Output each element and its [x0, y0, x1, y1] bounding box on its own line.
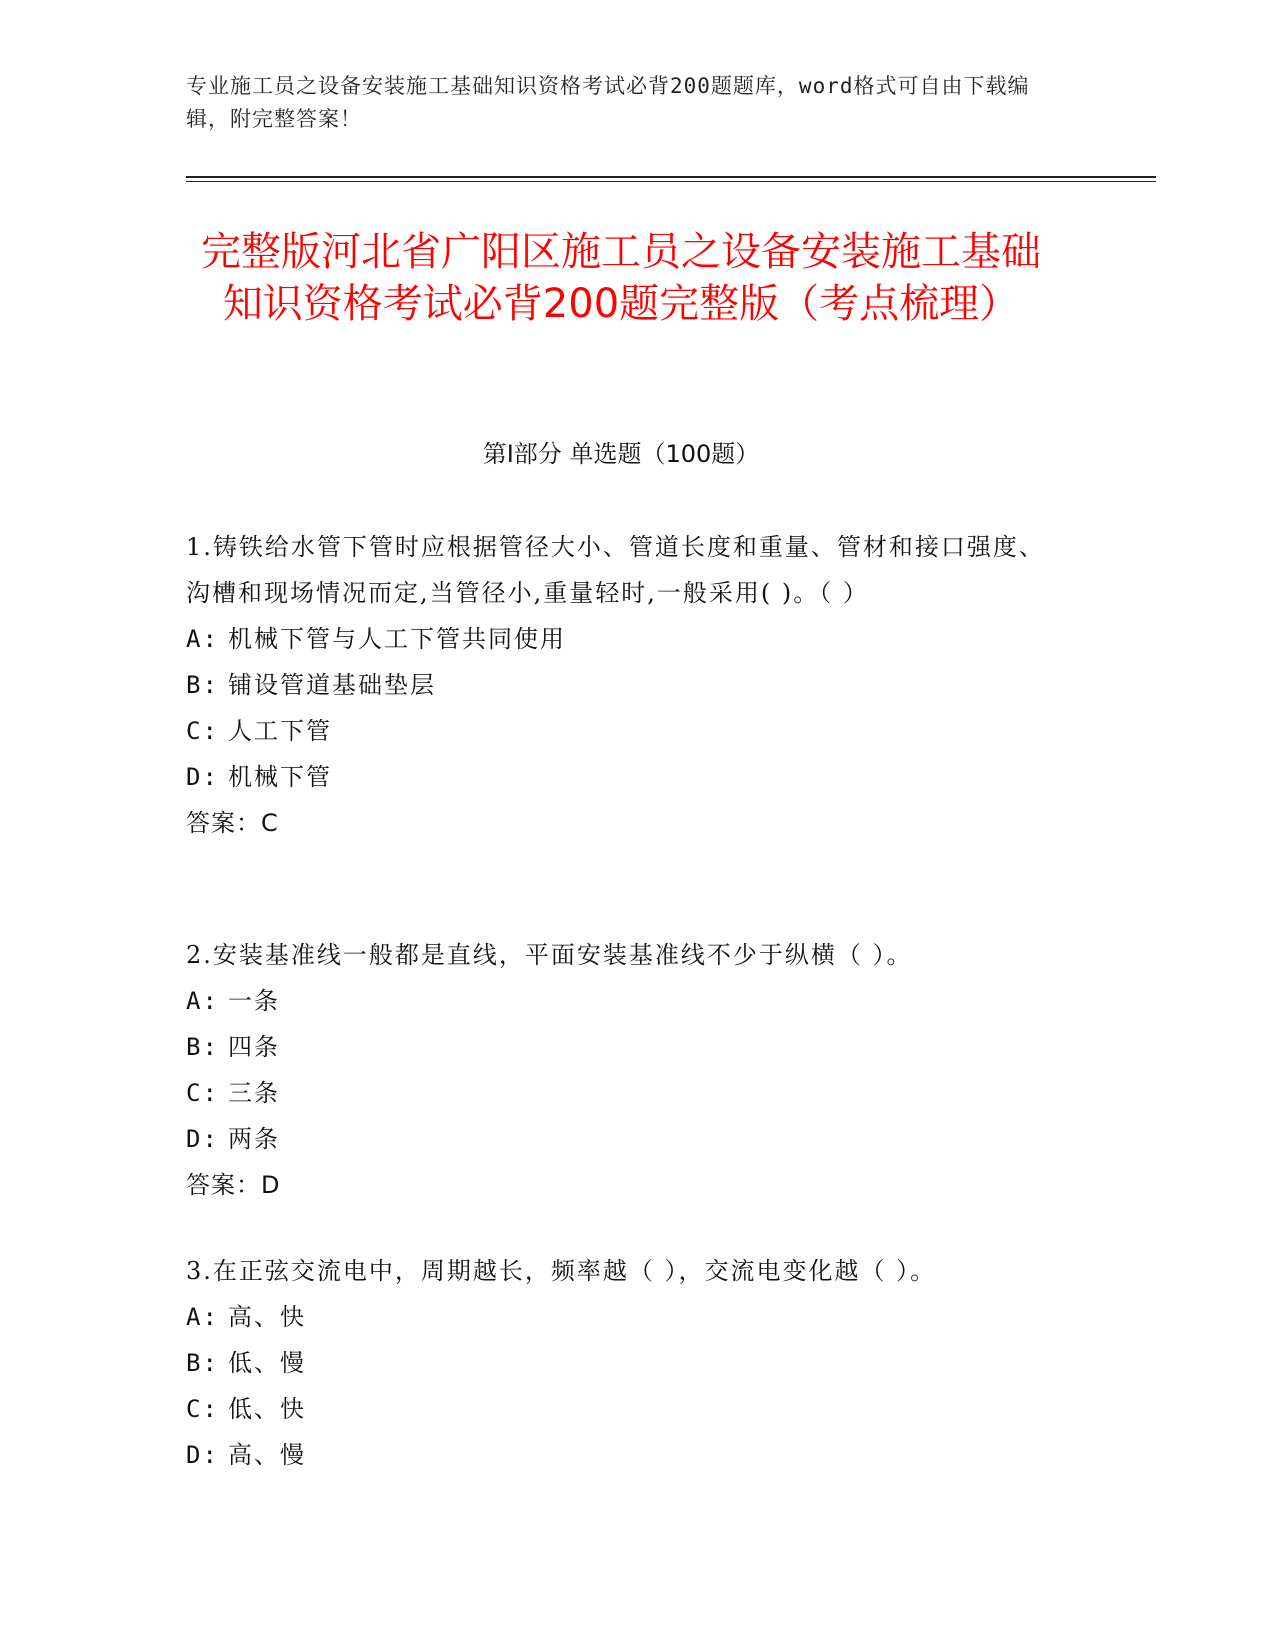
- document-title: 完整版河北省广阳区施工员之设备安装施工基础知识资格考试必背200题完整版（考点梳理）: [201, 229, 1041, 327]
- option-label: A:: [186, 625, 219, 653]
- option-text: 低、快: [228, 1395, 306, 1423]
- option-d: [186, 1116, 1066, 1162]
- option-label: B:: [186, 1349, 219, 1377]
- option-c: [186, 708, 1066, 754]
- question-2: [186, 932, 1066, 1208]
- question-text: 1.铸铁给水管下管时应根据管径大小、管道长度和重量、管材和接口强度、沟槽和现场情况而定,当管径小,重量轻时,一般采用( )。（ ）: [186, 533, 1045, 607]
- answer: 答案：C: [186, 809, 279, 837]
- option-label: A:: [186, 987, 219, 1015]
- answer: 答案：D: [186, 1171, 281, 1199]
- option-b: [186, 1340, 1066, 1386]
- header-note: 专业施工员之设备安装施工基础知识资格考试必背200题题库，word格式可自由下载编辑，附完整答案！: [186, 74, 1030, 131]
- option-label: C:: [186, 1395, 219, 1423]
- option-text: 低、慢: [228, 1349, 306, 1377]
- option-text: 一条: [228, 987, 280, 1015]
- header-divider-thin: [186, 181, 1156, 182]
- option-d: [186, 1432, 1066, 1478]
- option-text: 机械下管: [228, 763, 332, 791]
- option-text: 高、慢: [228, 1441, 306, 1469]
- question-1: [186, 524, 1066, 846]
- question-text: 3.在正弦交流电中，周期越长，频率越（ ），交流电变化越（ ）。: [186, 1257, 937, 1285]
- section-title: 第I部分 单选题（100题）: [482, 440, 760, 468]
- option-label: A:: [186, 1303, 219, 1331]
- option-label: D:: [186, 1125, 219, 1153]
- option-label: C:: [186, 1079, 219, 1107]
- option-c: [186, 1386, 1066, 1432]
- option-label: C:: [186, 717, 219, 745]
- option-label: D:: [186, 763, 219, 791]
- option-b: [186, 1024, 1066, 1070]
- option-label: B:: [186, 671, 219, 699]
- option-text: 四条: [228, 1033, 280, 1061]
- option-a: [186, 616, 1066, 662]
- option-text: 三条: [228, 1079, 280, 1107]
- option-label: D:: [186, 1441, 219, 1469]
- option-b: [186, 662, 1066, 708]
- question-text: 2.安装基准线一般都是直线，平面安装基准线不少于纵横（ ）。: [186, 941, 913, 969]
- option-a: [186, 978, 1066, 1024]
- option-text: 铺设管道基础垫层: [228, 671, 436, 699]
- header-divider-thick: [186, 176, 1156, 178]
- option-text: 两条: [228, 1125, 280, 1153]
- option-text: 人工下管: [228, 717, 332, 745]
- option-c: [186, 1070, 1066, 1116]
- option-text: 高、快: [228, 1303, 306, 1331]
- option-d: [186, 754, 1066, 800]
- option-a: [186, 1294, 1066, 1340]
- option-label: B:: [186, 1033, 219, 1061]
- question-3: [186, 1248, 1066, 1478]
- option-text: 机械下管与人工下管共同使用: [228, 625, 566, 653]
